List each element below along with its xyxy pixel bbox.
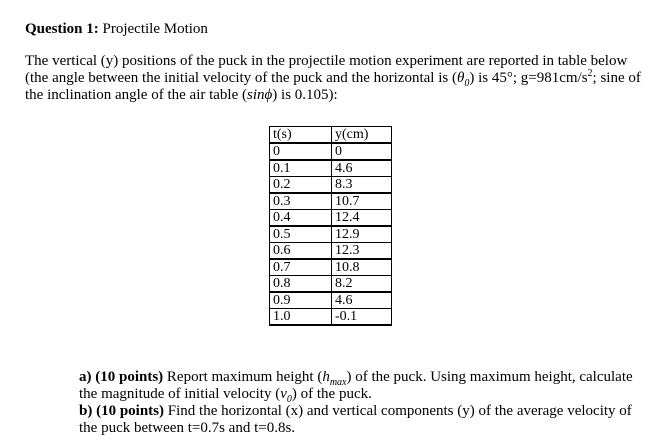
question-title: Projectile Motion: [102, 21, 208, 37]
part-a-line-1: [79, 369, 633, 386]
header-y-position: y(cm): [332, 127, 392, 144]
theta-symbol: [456, 70, 470, 89]
table-row: [270, 309, 392, 326]
part-a-line-2: [79, 386, 633, 403]
statement-text: the inclination angle of the air table (: [25, 87, 247, 103]
squared-superscript: 2: [587, 68, 593, 79]
table-row: [270, 177, 392, 194]
header-time: t(s): [270, 127, 332, 144]
y-cell: 12.9: [332, 226, 392, 243]
table-row: [270, 276, 392, 293]
statement-line-3: [25, 87, 643, 104]
time-cell: 0.3: [270, 193, 332, 210]
time-cell: 0.6: [270, 243, 332, 260]
statement-line-1: The vertical (y) positions of the puck in the projectile motion experiment are reported in table below: [25, 53, 628, 69]
theta-letter: θ: [456, 70, 465, 86]
table-row: [270, 259, 392, 276]
time-cell: 0.9: [270, 292, 332, 309]
y-cell: 10.7: [332, 193, 392, 210]
time-cell: 1.0: [270, 309, 332, 326]
part-a-text: ) of the puck. Using maximum height, calculate: [346, 369, 633, 385]
y-cell: 12.4: [332, 210, 392, 227]
part-a-text: ) of the puck.: [291, 386, 372, 402]
table-row: [270, 193, 392, 210]
y-cell: 12.3: [332, 243, 392, 260]
part-b-label: b) (10 points): [79, 403, 165, 419]
question-parts: [79, 369, 633, 437]
y-cell: 10.8: [332, 259, 392, 276]
statement-text: ) is 0.105):: [272, 87, 338, 103]
part-a-text: Report maximum height (: [163, 369, 323, 385]
part-b-text: Find the horizontal (x) and vertical components (y) of the average velocity of: [164, 403, 632, 419]
part-b-line-1: [79, 403, 633, 420]
question-heading: [25, 20, 208, 38]
v-subscript: 0: [286, 394, 292, 405]
table-header-row: [270, 127, 392, 144]
statement-text: (the angle between the initial velocity of the puck and the horizontal is (: [25, 70, 457, 86]
question-number: Question 1:: [25, 21, 99, 37]
h-subscript: max: [329, 377, 347, 388]
table-row: [270, 226, 392, 243]
sin-phi-symbol: sinϕ: [247, 87, 273, 103]
table-row: [270, 160, 392, 177]
time-cell: 0.2: [270, 177, 332, 194]
part-a-text: the magnitude of initial velocity (: [79, 386, 281, 402]
h-letter: h: [322, 369, 330, 385]
y-cell: 4.6: [332, 292, 392, 309]
y-cell: 8.2: [332, 276, 392, 293]
position-table: [269, 126, 392, 326]
table-row: [270, 210, 392, 227]
time-cell: 0.4: [270, 210, 332, 227]
y-cell: 8.3: [332, 177, 392, 194]
y-cell: 0: [332, 143, 392, 160]
theta-subscript: 0: [464, 78, 470, 89]
v0-symbol: [280, 386, 292, 405]
y-cell: 4.6: [332, 160, 392, 177]
problem-statement: [25, 53, 643, 104]
statement-text: ; sine of: [592, 70, 641, 86]
time-cell: 0.1: [270, 160, 332, 177]
time-cell: 0.7: [270, 259, 332, 276]
h-max-symbol: [322, 369, 347, 388]
time-cell: 0.5: [270, 226, 332, 243]
statement-text: ) is 45°; g=981cm/s: [469, 70, 588, 86]
table-row: [270, 292, 392, 309]
table-row: [270, 143, 392, 160]
y-cell: -0.1: [332, 309, 392, 326]
table-row: [270, 243, 392, 260]
statement-line-2: [25, 70, 643, 87]
time-cell: 0: [270, 143, 332, 160]
part-b-line-2: the puck between t=0.7s and t=0.8s.: [79, 420, 296, 436]
v-letter: v: [280, 386, 287, 402]
part-a-label: a) (10 points): [79, 369, 164, 385]
time-cell: 0.8: [270, 276, 332, 293]
